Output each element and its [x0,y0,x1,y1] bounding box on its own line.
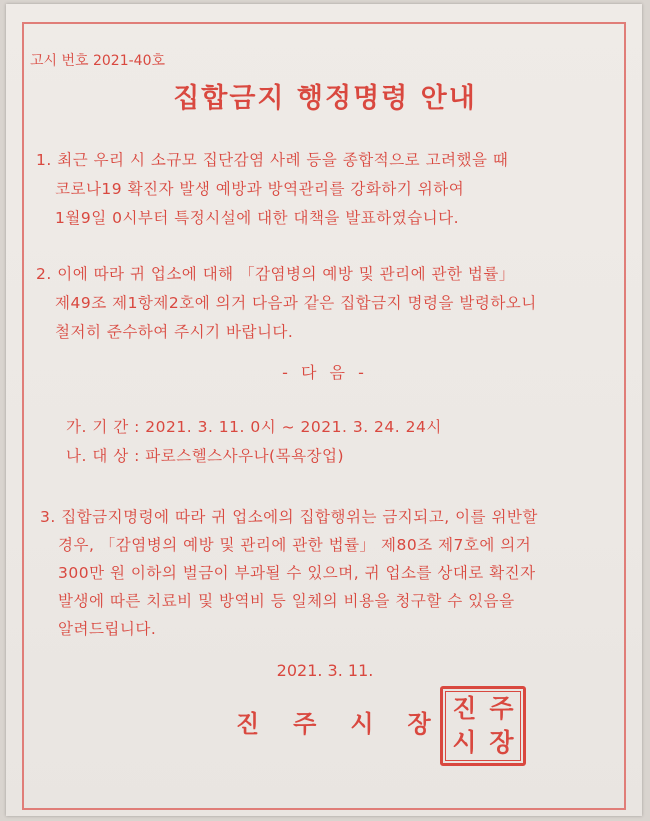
para3-line2: 경우, 「감염병의 예방 및 관리에 관한 법률」 제80조 제7호에 의거 [58,536,532,554]
seal-glyphs [445,691,521,761]
para1-line2: 코로나19 확진자 발생 예방과 방역관리를 강화하기 위하여 [55,180,465,198]
period-line: 가. 기 간 : 2021. 3. 11. 0시 ~ 2021. 3. 24. 24시 [66,418,442,436]
para2-line2: 제49조 제1항제2호에 의거 다음과 같은 집합금지 명령을 발령하오니 [55,294,537,312]
para2-line1: 2. 이에 따라 귀 업소에 대해 「감염병의 예방 및 관리에 관한 법률」 [36,265,515,283]
seal-char: 시 [452,728,477,757]
target-line: 나. 대 상 : 파로스헬스사우나(목욕장업) [66,447,345,465]
seal-char: 진 [452,694,477,723]
section-separator: - 다 음 - [282,363,368,382]
para3-line4: 발생에 따른 치료비 및 방역비 등 일체의 비용을 청구할 수 있음을 [58,592,515,610]
notice-paper [6,4,642,816]
para1-line3: 1월9일 0시부터 특정시설에 대한 대책을 발표하였습니다. [55,209,460,227]
seal-char: 장 [489,728,514,757]
notice-title: 집합금지 행정명령 안내 [173,83,477,114]
notice-number: 고시 번호 2021-40호 [30,53,166,69]
para1-line1: 1. 최근 우리 시 소규모 집단감염 사례 등을 종합적으로 고려했을 때 [36,151,509,169]
issue-date: 2021. 3. 11. [276,661,374,680]
para3-line5: 알려드립니다. [58,620,157,638]
para3-line1: 3. 집합금지명령에 따라 귀 업소에의 집합행위는 금지되고, 이를 위반할 [40,508,538,526]
para2-line3: 철저히 준수하여 주시기 바랍니다. [55,323,294,341]
issuer-name: 진주시장 [236,710,465,738]
seal-char: 주 [489,694,514,723]
official-seal [440,686,526,766]
para3-line3: 300만 원 이하의 벌금이 부과될 수 있으며, 귀 업소를 상대로 확진자 [58,564,536,582]
